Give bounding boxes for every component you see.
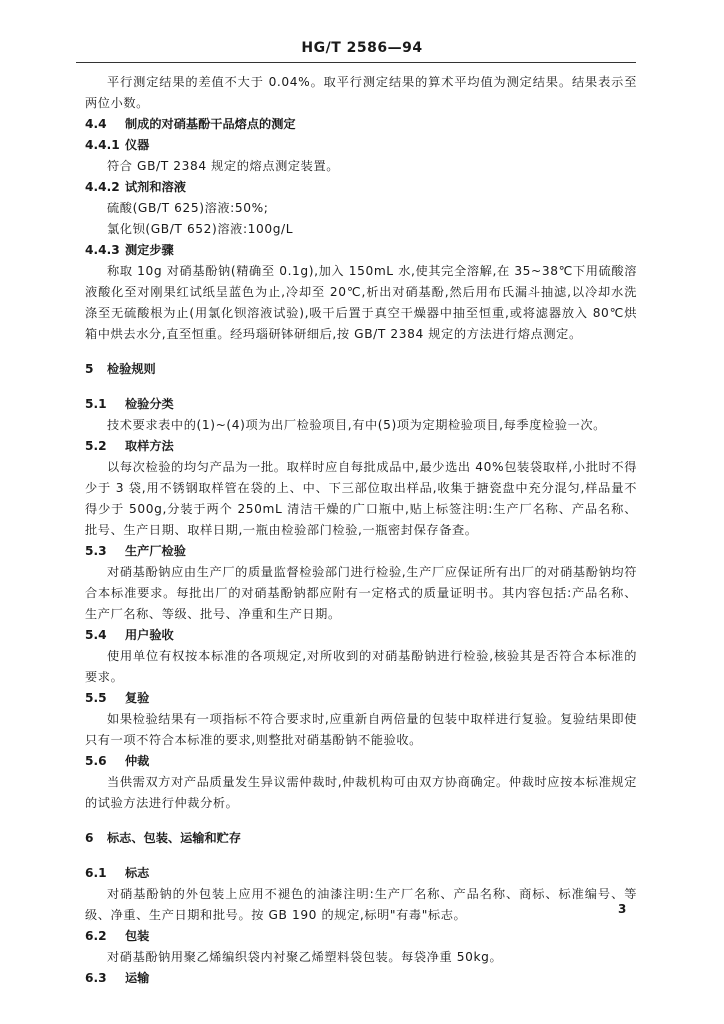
body-paragraph: 使用单位有权按本标准的各项规定,对所收到的对硝基酚钠进行检验,核验其是否符合本标准的要求。 bbox=[85, 649, 637, 684]
clause-number: 5.4 bbox=[85, 628, 107, 642]
clause-number: 4.4.2 bbox=[85, 180, 120, 194]
clause-title: 仲裁 bbox=[125, 754, 150, 768]
body-paragraph: 硫酸(GB/T 625)溶液:50%; bbox=[107, 201, 269, 215]
clause-number: 5.6 bbox=[85, 754, 107, 768]
clause-title: 检验分类 bbox=[125, 397, 174, 411]
clause-number: 4.4.3 bbox=[85, 243, 120, 257]
clause-title: 取样方法 bbox=[125, 439, 174, 453]
section-heading bbox=[85, 828, 637, 849]
section-gap bbox=[85, 814, 637, 828]
body-paragraph: 技术要求表中的(1)~(4)项为出厂检验项目,有中(5)项为定期检验项目,每季度检验一次。 bbox=[107, 418, 606, 432]
clause-heading bbox=[85, 625, 637, 646]
clause-title: 试剂和溶液 bbox=[125, 180, 186, 194]
section-gap bbox=[85, 345, 637, 359]
clause-heading bbox=[85, 177, 637, 198]
body-paragraph: 以每次检验的均匀产品为一批。取样时应自每批成品中,最少选出 40%包装袋取样,小批时不得少于 3 袋,用不锈钢取样管在袋的上、中、下三部位取出样品,收集于搪瓷盘中充分混匀,样品量不得少于 500g,分装于两个 250mL 清洁干燥的广口瓶中,贴上标签注明:生产厂名称、产品名称、批号、生产日期、取样日期,一瓶由检验部门检验,一瓶密封保存备查。 bbox=[85, 460, 637, 537]
clause-heading bbox=[85, 240, 637, 261]
body-paragraph: 符合 GB/T 2384 规定的熔点测定装置。 bbox=[107, 159, 340, 173]
body-paragraph: 对硝基酚钠的外包装上应用不褪色的油漆注明:生产厂名称、产品名称、商标、标准编号、等级、净重、生产日期和批号。按 GB 190 的规定,标明"有毒"标志。 bbox=[85, 887, 637, 922]
header-rule bbox=[76, 62, 636, 63]
clause-number: 5.2 bbox=[85, 439, 107, 453]
document-body bbox=[85, 72, 637, 989]
body-paragraph: 氯化钡(GB/T 652)溶液:100g/L bbox=[107, 222, 294, 236]
clause-heading bbox=[85, 926, 637, 947]
clause-title: 包装 bbox=[125, 929, 150, 943]
clause-heading bbox=[85, 751, 637, 772]
clause-number: 4.4.1 bbox=[85, 138, 120, 152]
clause-heading bbox=[85, 863, 637, 884]
section-gap bbox=[85, 849, 637, 863]
clause-number: 5 bbox=[85, 362, 94, 376]
clause-title: 用户验收 bbox=[125, 628, 174, 642]
clause-heading bbox=[85, 135, 637, 156]
clause-title: 仪器 bbox=[125, 138, 150, 152]
clause-title: 生产厂检验 bbox=[125, 544, 186, 558]
clause-heading bbox=[85, 436, 637, 457]
standard-number-header: HG/T 2586—94 bbox=[301, 40, 423, 56]
section-heading bbox=[85, 359, 637, 380]
clause-heading bbox=[85, 541, 637, 562]
clause-number: 6 bbox=[85, 831, 94, 845]
clause-number: 5.1 bbox=[85, 397, 107, 411]
body-paragraph: 称取 10g 对硝基酚钠(精确至 0.1g),加入 150mL 水,使其完全溶解,在 35~38℃下用硫酸溶液酸化至对刚果红试纸呈蓝色为止,冷却至 20℃,析出对硝基酚,然后用布氏漏斗抽滤,以冷却水洗涤至无硫酸根为止(用氯化钡溶液试验),吸干后置于真空干燥器中抽至恒重,或将滤器放入 80℃烘箱中烘去水分,直至恒重。经玛瑙研钵研细后,按 GB/T 2384 规定的方法进行熔点测定。 bbox=[85, 264, 637, 341]
body-paragraph: 对硝基酚钠应由生产厂的质量监督检验部门进行检验,生产厂应保证所有出厂的对硝基酚钠均符合本标准要求。每批出厂的对硝基酚钠都应附有一定格式的质量证明书。其内容包括:产品名称、生产厂名称、等级、批号、净重和生产日期。 bbox=[85, 565, 637, 621]
clause-title: 制成的对硝基酚干品熔点的测定 bbox=[125, 117, 296, 131]
clause-number: 5.3 bbox=[85, 544, 107, 558]
clause-title: 检验规则 bbox=[107, 362, 156, 376]
clause-title: 运输 bbox=[125, 971, 150, 985]
clause-number: 6.3 bbox=[85, 971, 107, 985]
body-paragraph: 当供需双方对产品质量发生异议需仲裁时,仲裁机构可由双方协商确定。仲裁时应按本标准规定的试验方法进行仲裁分析。 bbox=[85, 775, 637, 810]
clause-title: 复验 bbox=[125, 691, 150, 705]
clause-title: 标志 bbox=[125, 866, 150, 880]
clause-number: 6.2 bbox=[85, 929, 107, 943]
clause-number: 4.4 bbox=[85, 117, 107, 131]
body-paragraph: 对硝基酚钠用聚乙烯编织袋内衬聚乙烯塑料袋包装。每袋净重 50kg。 bbox=[107, 950, 503, 964]
clause-heading bbox=[85, 688, 637, 709]
body-paragraph: 平行测定结果的差值不大于 0.04%。取平行测定结果的算术平均值为测定结果。结果表示至两位小数。 bbox=[85, 75, 637, 110]
clause-heading bbox=[85, 394, 637, 415]
clause-number: 6.1 bbox=[85, 866, 107, 880]
body-paragraph: 如果检验结果有一项指标不符合要求时,应重新自两倍量的包装中取样进行复验。复验结果即使只有一项不符合本标准的要求,则整批对硝基酚钠不能验收。 bbox=[85, 712, 637, 747]
clause-title: 测定步骤 bbox=[125, 243, 174, 257]
page-number: 3 bbox=[618, 902, 627, 916]
clause-number: 5.5 bbox=[85, 691, 107, 705]
section-gap bbox=[85, 380, 637, 394]
clause-heading bbox=[85, 114, 637, 135]
clause-title: 标志、包装、运输和贮存 bbox=[107, 831, 242, 845]
clause-heading bbox=[85, 968, 637, 989]
